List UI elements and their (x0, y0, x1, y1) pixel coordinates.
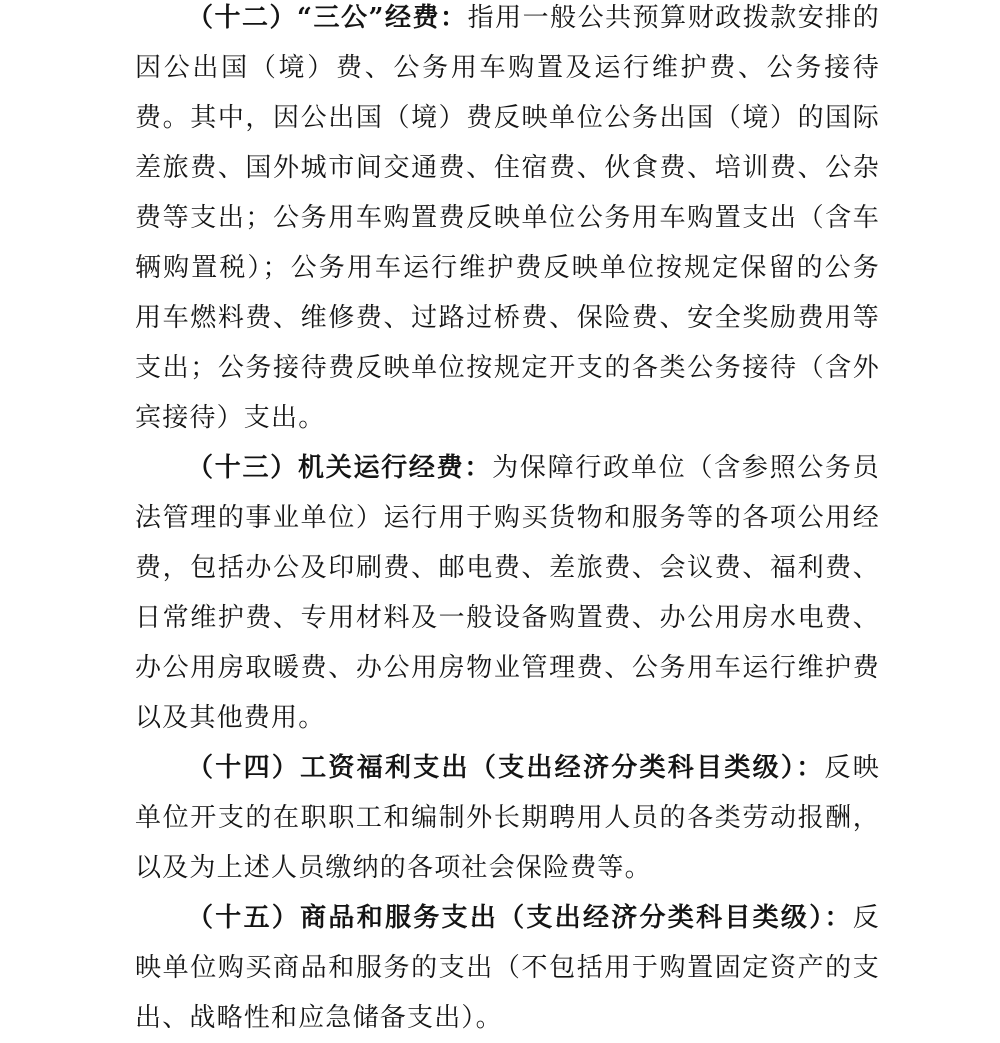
term-salary-welfare-expenditure: （十四）工资福利支出（支出经济分类科目类级）： (187, 753, 825, 783)
paragraph-agency-operating-expenses (135, 443, 880, 743)
paragraph-salary-welfare-expenditure (135, 743, 880, 893)
definition-goods-services-expenditure: 反映单位购买商品和服务的支出（不包括用于购置固定资产的支出、战略性和应急储备支出）。 (135, 903, 880, 1033)
paragraph-goods-services-expenditure (135, 893, 880, 1043)
definition-salary-welfare-expenditure: 反映单位开支的在职职工和编制外长期聘用人员的各类劳动报酬，以及为上述人员缴纳的各项社会保险费等。 (135, 753, 880, 883)
term-san-gong-expenses: （十二）“三公”经费： (187, 3, 468, 33)
document-page (135, 0, 880, 1043)
paragraph-san-gong-expenses (135, 0, 880, 443)
term-agency-operating-expenses: （十三）机关运行经费： (187, 453, 493, 483)
term-goods-services-expenditure: （十五）商品和服务支出（支出经济分类科目类级）： (187, 903, 853, 933)
definition-san-gong-expenses: 指用一般公共预算财政拨款安排的因公出国（境）费、公务用车购置及运行维护费、公务接待费。其中，因公出国（境）费反映单位公务出国（境）的国际差旅费、国外城市间交通费、住宿费、伙食费、培训费、公杂费等支出；公务用车购置费反映单位公务用车购置支出（含车辆购置税）；公务用车运行维护费反映单位按规定保留的公务用车燃料费、维修费、过路过桥费、保险费、安全奖励费用等支出；公务接待费反映单位按规定开支的各类公务接待（含外宾接待）支出。 (135, 3, 880, 433)
definition-agency-operating-expenses: 为保障行政单位（含参照公务员法管理的事业单位）运行用于购买货物和服务等的各项公用经费，包括办公及印刷费、邮电费、差旅费、会议费、福利费、日常维护费、专用材料及一般设备购置费、办公用房水电费、办公用房取暖费、办公用房物业管理费、公务用车运行维护费以及其他费用。 (135, 453, 880, 733)
